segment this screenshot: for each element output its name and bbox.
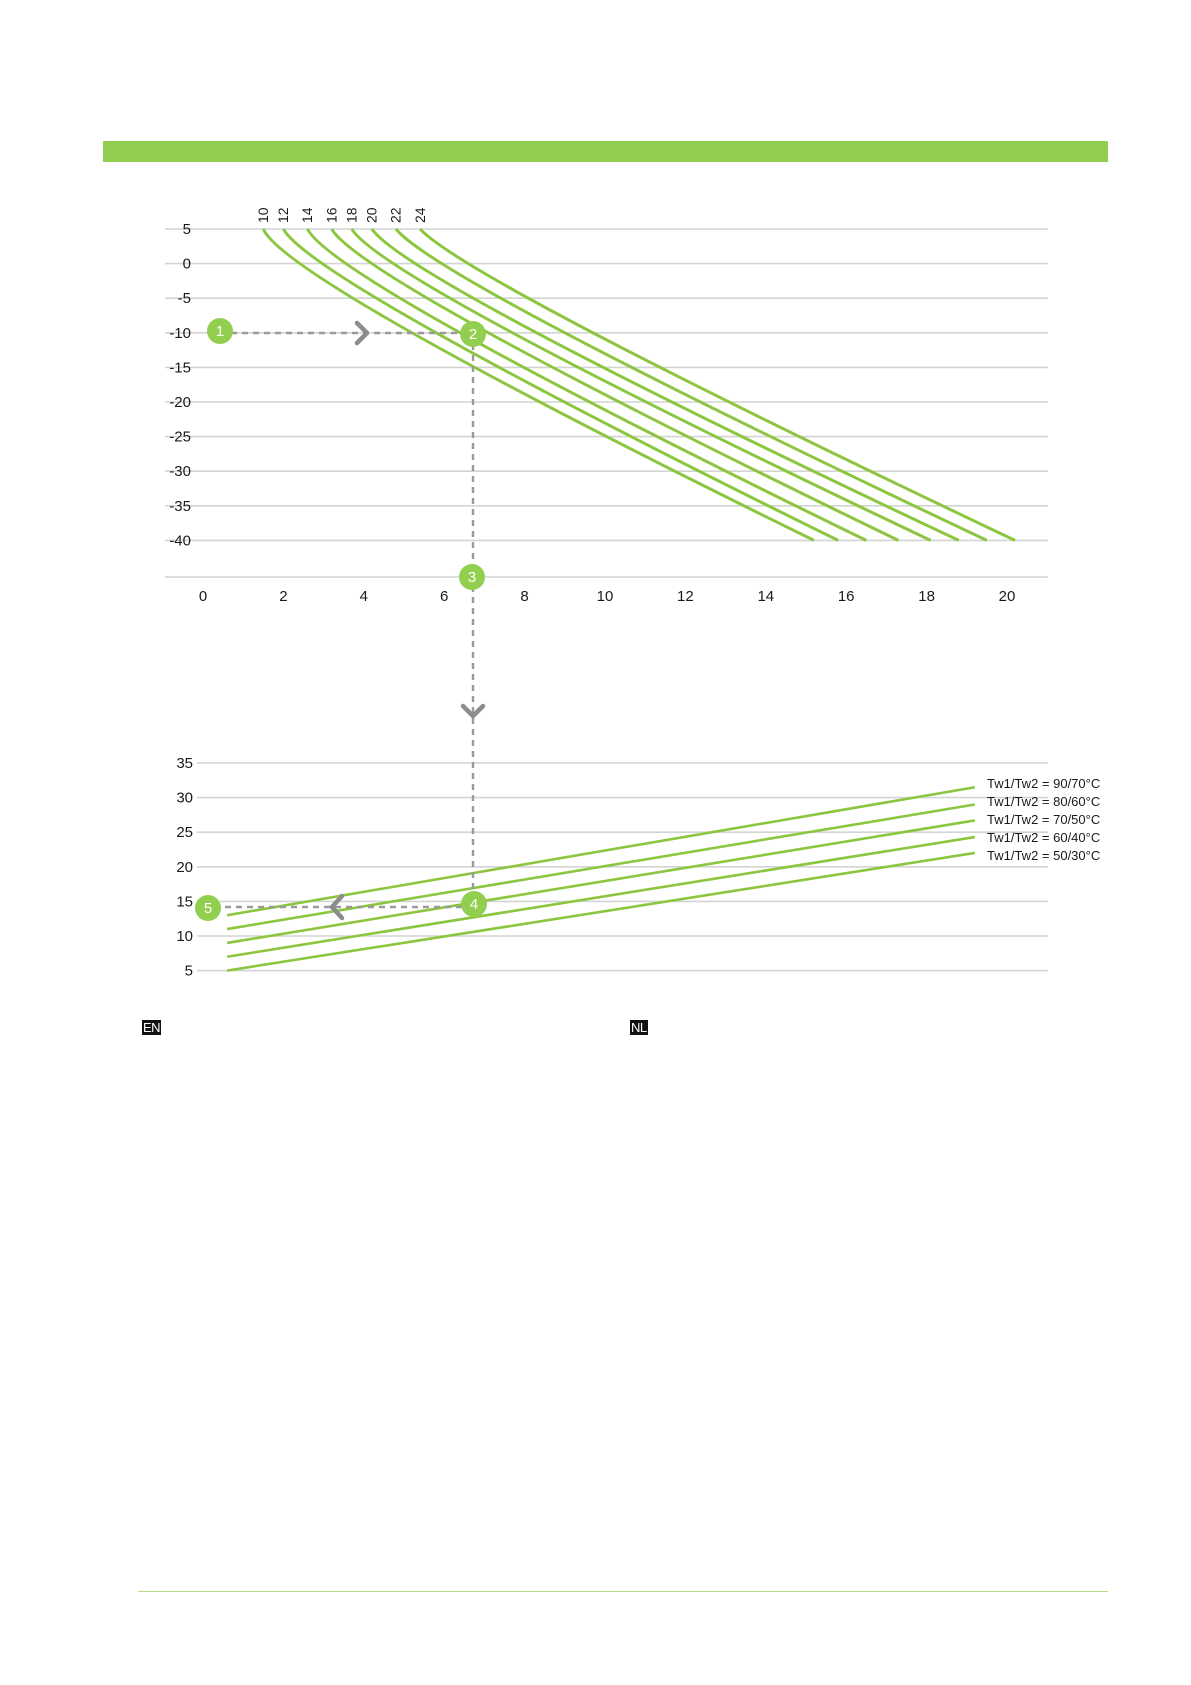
bottom-y-tick-label: 20	[176, 858, 193, 876]
top-y-tick-label: -10	[169, 324, 191, 342]
bottom-y-tick-label: 5	[184, 962, 193, 980]
top-series-curve-10	[263, 229, 814, 540]
language-tag-en: EN	[143, 1020, 161, 1035]
step-marker-label: 1	[215, 323, 225, 340]
top-x-tick-label: 14	[757, 588, 775, 605]
top-x-tick-label: 0	[198, 588, 208, 605]
bottom-y-tick-label: 35	[176, 755, 193, 772]
top-y-tick-label: -15	[169, 359, 191, 377]
top-series-label: 12	[275, 207, 292, 223]
bottom-series-legend-label: Tw1/Tw2 = 50/30°C	[987, 848, 1101, 863]
bottom-series-legend-label: Tw1/Tw2 = 70/50°C	[987, 812, 1101, 827]
top-series-curve-18	[352, 229, 931, 540]
top-series-label: 16	[323, 207, 340, 223]
bottom-y-tick-label: 10	[176, 928, 193, 945]
top-x-tick-label: 2	[279, 588, 288, 605]
top-series-label: 24	[411, 207, 428, 223]
step-marker-label: 4	[469, 896, 479, 913]
top-y-tick-label: 5	[182, 221, 191, 238]
top-x-tick-label: 18	[918, 588, 935, 605]
bottom-y-tick-label: 30	[176, 789, 193, 807]
step-marker-label: 5	[203, 900, 213, 917]
top-y-tick-label: -5	[177, 290, 191, 308]
top-x-tick-label: 8	[520, 588, 529, 605]
top-x-tick-label: 10	[596, 588, 614, 605]
top-x-tick-label: 20	[998, 588, 1016, 605]
top-series-label: 18	[343, 207, 360, 223]
top-y-tick-label: -40	[169, 532, 191, 550]
top-series-label: 10	[255, 207, 272, 223]
top-x-tick-label: 6	[440, 588, 449, 605]
bottom-y-tick-label: 25	[176, 824, 193, 842]
top-series-curve-12	[283, 229, 838, 540]
top-y-tick-label: -30	[169, 463, 191, 481]
top-series-label: 14	[299, 207, 316, 223]
step-marker-label: 3	[467, 569, 477, 586]
bottom-series-legend-label: Tw1/Tw2 = 80/60°C	[987, 794, 1101, 809]
bottom-series-legend-label: Tw1/Tw2 = 90/70°C	[987, 776, 1101, 791]
bottom-series-line	[227, 820, 975, 942]
top-x-tick-label: 4	[359, 588, 368, 605]
bottom-y-tick-label: 15	[176, 893, 193, 911]
top-x-tick-label: 16	[837, 588, 855, 605]
top-y-tick-label: -25	[169, 428, 191, 446]
top-y-tick-label: -35	[169, 497, 191, 515]
step-marker-label: 2	[468, 326, 478, 343]
bottom-series-legend-label: Tw1/Tw2 = 60/40°C	[987, 830, 1101, 845]
top-series-label: 20	[363, 207, 380, 223]
language-tag-nl: NL	[631, 1020, 647, 1035]
top-x-tick-label: 12	[677, 588, 694, 605]
top-series-label: 22	[387, 207, 404, 223]
top-y-tick-label: -20	[169, 394, 191, 411]
top-y-tick-label: 0	[182, 255, 191, 273]
footer-rule	[138, 1591, 1108, 1592]
